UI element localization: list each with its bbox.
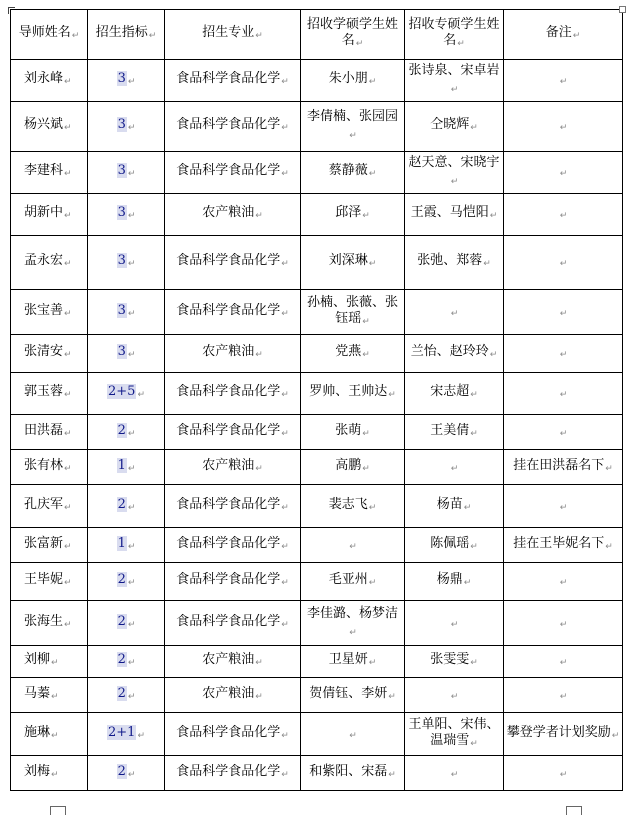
advisor-name-text: 胡新中 [24, 205, 64, 220]
academic-students-cell: 毛亚州↵ [301, 563, 405, 601]
advisor-name-text: 刘梅 [24, 763, 51, 779]
table-row [11, 335, 623, 373]
table-handle-top-left [8, 7, 15, 14]
major-cell: 食品科学食品化学↵ [165, 601, 301, 646]
advisor-name-text: 张清安 [24, 344, 64, 359]
advisor-name-text: 张富新 [24, 535, 64, 551]
advisor-name-text: 李建科 [24, 163, 64, 178]
note-cell: ↵ [504, 236, 623, 290]
professional-students-text: 杨鼎 [436, 572, 463, 587]
professional-students-cell: ↵ [405, 601, 504, 646]
major-text: 食品科学食品化学 [176, 763, 281, 779]
professional-students-cell: 王单阳、宋伟、温瑞雪↵ [405, 713, 504, 756]
table-row [11, 678, 623, 713]
professional-students-cell: 张弛、郑蓉↵ [405, 236, 504, 290]
quota-cell: 3 ↵ [88, 194, 165, 236]
quota-cell: 2 ↵ [88, 756, 165, 791]
quota-text: 3 [117, 205, 126, 220]
quota-cell: 3 ↵ [88, 236, 165, 290]
advisor-name-text: 田洪磊 [24, 422, 64, 438]
professional-students-text: 赵天意、宋晓宇 [408, 155, 500, 170]
professional-students-cell: 杨苗↵ [405, 485, 504, 528]
major-cell: 食品科学食品化学↵ [165, 528, 301, 563]
academic-students-text: 罗帅、王帅达 [309, 384, 388, 399]
academic-students-cell: 邱泽↵ [301, 194, 405, 236]
major-text: 食品科学食品化学 [176, 384, 281, 399]
major-text: 农产粮油 [202, 685, 255, 701]
quota-text: 1 [117, 457, 126, 473]
note-cell: ↵ [504, 335, 623, 373]
major-cell: 食品科学食品化学↵ [165, 756, 301, 791]
professional-students-cell: ↵ [405, 678, 504, 713]
quota-text: 2 [117, 572, 126, 587]
note-cell: ↵ [504, 563, 623, 601]
academic-students-text: 刘深琳 [328, 253, 368, 268]
major-cell: 食品科学食品化学↵ [165, 373, 301, 415]
major-cell: 食品科学食品化学↵ [165, 60, 301, 102]
professional-students-cell: 张诗泉、宋卓岩↵ [405, 60, 504, 102]
quota-text: 2+1 [108, 724, 136, 740]
advisor-name-cell: 张海生↵ [11, 601, 88, 646]
advisor-name-text: 孟永宏 [24, 253, 64, 268]
table-row [11, 415, 623, 450]
table-row [11, 713, 623, 756]
note-cell: 挂在王毕妮名下↵ [504, 528, 623, 563]
note-cell: ↵ [504, 646, 623, 678]
advisor-name-cell: 孔庆军↵ [11, 485, 88, 528]
advisor-name-cell: 张富新↵ [11, 528, 88, 563]
advisor-name-cell: 郭玉蓉↵ [11, 373, 88, 415]
academic-students-text: 党燕 [335, 344, 362, 359]
professional-students-cell: 王霞、马恺阳↵ [405, 194, 504, 236]
professional-students-cell: 陈佩瑶↵ [405, 528, 504, 563]
table-row [11, 601, 623, 646]
academic-students-cell: 蔡静薇↵ [301, 152, 405, 194]
advisor-name-text: 马蓁 [24, 685, 51, 701]
academic-students-cell: 高鹏↵ [301, 450, 405, 485]
academic-students-text: 高鹏 [335, 457, 362, 473]
note-text: 攀登学者计划奖励 [506, 724, 611, 740]
academic-students-text: 贺倩钰、李妍 [309, 685, 388, 701]
quota-cell: 2+1 ↵ [88, 713, 165, 756]
note-text: 挂在王毕妮名下 [513, 535, 605, 551]
professional-students-text: 仝晓辉 [430, 117, 470, 132]
professional-students-text: 王美倩 [430, 422, 470, 438]
advisor-name-text: 郭玉蓉 [24, 384, 64, 399]
academic-students-text: 张萌 [335, 422, 362, 438]
professional-students-text: 张雯雯 [430, 652, 470, 667]
header-notes: 备注↵ [504, 10, 623, 60]
professional-students-cell: 王美倩↵ [405, 415, 504, 450]
professional-students-text: 王霞、马恺阳 [410, 205, 489, 220]
professional-students-cell: 仝晓辉↵ [405, 102, 504, 152]
table-row [11, 485, 623, 528]
major-text: 农产粮油 [202, 652, 255, 667]
advisor-name-text: 王毕妮 [24, 572, 64, 587]
professional-students-cell: ↵ [405, 290, 504, 335]
header-advisor-name: 导师姓名↵ [11, 10, 88, 60]
note-cell: ↵ [504, 60, 623, 102]
major-cell: 食品科学食品化学↵ [165, 485, 301, 528]
advisor-name-cell: 刘梅↵ [11, 756, 88, 791]
major-cell: 食品科学食品化学↵ [165, 415, 301, 450]
major-cell: 食品科学食品化学↵ [165, 102, 301, 152]
professional-students-cell: 宋志超↵ [405, 373, 504, 415]
advisor-name-cell: 胡新中↵ [11, 194, 88, 236]
academic-students-cell: 刘深琳↵ [301, 236, 405, 290]
table-row [11, 152, 623, 194]
professional-students-cell: 杨鼎↵ [405, 563, 504, 601]
major-text: 食品科学食品化学 [176, 253, 281, 268]
quota-text: 2 [117, 652, 126, 667]
note-cell: 攀登学者计划奖励↵ [504, 713, 623, 756]
major-text: 食品科学食品化学 [176, 535, 281, 551]
quota-cell: 2 ↵ [88, 563, 165, 601]
major-cell: 食品科学食品化学↵ [165, 290, 301, 335]
professional-students-cell: 兰怡、赵玲玲↵ [405, 335, 504, 373]
note-cell: ↵ [504, 373, 623, 415]
academic-students-text: 卫星妍 [328, 652, 368, 667]
advisor-name-cell: 张有林↵ [11, 450, 88, 485]
major-cell: 农产粮油↵ [165, 646, 301, 678]
major-text: 食品科学食品化学 [176, 71, 281, 86]
header-academic-students: 招收学硕学生姓名↵ [301, 10, 405, 60]
table-row [11, 450, 623, 485]
academic-students-cell: 卫星妍↵ [301, 646, 405, 678]
advisor-name-cell: 张宝善↵ [11, 290, 88, 335]
academic-students-text: 邱泽 [335, 205, 362, 220]
advisor-name-cell: 张清安↵ [11, 335, 88, 373]
academic-students-text: 裴志飞 [328, 496, 368, 512]
professional-students-cell: ↵ [405, 756, 504, 791]
quota-cell: 2 ↵ [88, 415, 165, 450]
advisor-name-text: 刘永峰 [24, 71, 64, 86]
quota-cell: 2 ↵ [88, 601, 165, 646]
table-row [11, 102, 623, 152]
professional-students-text: 张弛、郑蓉 [417, 253, 483, 268]
major-text: 食品科学食品化学 [176, 422, 281, 438]
header-major: 招生专业↵ [165, 10, 301, 60]
major-text: 食品科学食品化学 [176, 613, 281, 629]
advisor-name-text: 张宝善 [24, 302, 64, 318]
academic-students-text: 李倩楠、张园园 [306, 109, 398, 124]
academic-students-cell: 贺倩钰、李妍↵ [301, 678, 405, 713]
academic-students-cell: ↵ [301, 713, 405, 756]
academic-students-cell: 罗帅、王帅达↵ [301, 373, 405, 415]
quota-text: 2 [117, 422, 126, 438]
table-move-handle[interactable] [619, 6, 626, 13]
header-row [11, 10, 623, 60]
quota-text: 3 [117, 117, 126, 132]
academic-students-text: 毛亚州 [328, 572, 368, 587]
advisor-name-text: 张有林 [24, 457, 64, 473]
academic-students-text: 朱小朋 [328, 71, 368, 86]
advisor-name-cell: 杨兴斌↵ [11, 102, 88, 152]
table-row [11, 373, 623, 415]
advisor-name-text: 刘柳 [24, 652, 51, 667]
major-text: 农产粮油 [202, 457, 255, 473]
advisor-name-text: 杨兴斌 [24, 117, 64, 132]
table-row [11, 236, 623, 290]
quota-text: 2 [117, 685, 126, 701]
major-text: 食品科学食品化学 [176, 724, 281, 740]
major-text: 食品科学食品化学 [176, 302, 281, 318]
header-quota: 招生指标↵ [88, 10, 165, 60]
academic-students-cell: 李倩楠、张园园↵ [301, 102, 405, 152]
professional-students-cell: 张雯雯↵ [405, 646, 504, 678]
major-cell: 农产粮油↵ [165, 335, 301, 373]
quota-cell: 1 ↵ [88, 528, 165, 563]
professional-students-cell: ↵ [405, 450, 504, 485]
academic-students-cell: 党燕↵ [301, 335, 405, 373]
advisor-name-cell: 刘永峰↵ [11, 60, 88, 102]
major-cell: 食品科学食品化学↵ [165, 563, 301, 601]
major-cell: 农产粮油↵ [165, 450, 301, 485]
quota-cell: 3 ↵ [88, 102, 165, 152]
note-cell: ↵ [504, 678, 623, 713]
advisor-name-cell: 田洪磊↵ [11, 415, 88, 450]
quota-cell: 3 ↵ [88, 335, 165, 373]
advisor-enrollment-table [10, 9, 623, 791]
note-cell: ↵ [504, 290, 623, 335]
advisor-name-cell: 李建科↵ [11, 152, 88, 194]
professional-students-text: 兰怡、赵玲玲 [410, 344, 489, 359]
academic-students-cell: ↵ [301, 528, 405, 563]
major-cell: 食品科学食品化学↵ [165, 236, 301, 290]
quota-cell: 1 ↵ [88, 450, 165, 485]
major-cell: 食品科学食品化学↵ [165, 152, 301, 194]
major-text: 食品科学食品化学 [176, 163, 281, 178]
quota-cell: 3 ↵ [88, 152, 165, 194]
quota-cell: 2 ↵ [88, 485, 165, 528]
quota-text: 3 [117, 71, 126, 86]
professional-students-cell: 赵天意、宋晓宇↵ [405, 152, 504, 194]
quota-text: 3 [117, 253, 126, 268]
note-cell: ↵ [504, 485, 623, 528]
advisor-name-cell: 马蓁↵ [11, 678, 88, 713]
advisor-name-text: 孔庆军 [24, 496, 64, 512]
note-cell: ↵ [504, 152, 623, 194]
note-cell: ↵ [504, 102, 623, 152]
note-cell: 挂在田洪磊名下↵ [504, 450, 623, 485]
academic-students-text: 蔡静薇 [328, 163, 368, 178]
academic-students-cell: 张萌↵ [301, 415, 405, 450]
academic-students-cell: 裴志飞↵ [301, 485, 405, 528]
academic-students-cell: 和紫阳、宋磊↵ [301, 756, 405, 791]
major-cell: 农产粮油↵ [165, 678, 301, 713]
advisor-name-text: 张海生 [24, 613, 64, 629]
advisor-name-cell: 刘柳↵ [11, 646, 88, 678]
major-text: 食品科学食品化学 [176, 117, 281, 132]
note-cell: ↵ [504, 756, 623, 791]
quota-text: 2+5 [108, 384, 136, 399]
quota-cell: 2+5 ↵ [88, 373, 165, 415]
note-cell: ↵ [504, 415, 623, 450]
quota-text: 2 [117, 763, 126, 779]
advisor-name-cell: 王毕妮↵ [11, 563, 88, 601]
note-text: 挂在田洪磊名下 [513, 457, 605, 473]
professional-students-text: 王单阳、宋伟、温瑞雪 [408, 716, 500, 748]
professional-students-text: 杨苗 [436, 496, 463, 512]
note-cell: ↵ [504, 194, 623, 236]
major-cell: 农产粮油↵ [165, 194, 301, 236]
quota-text: 3 [117, 163, 126, 178]
quota-cell: 3 ↵ [88, 290, 165, 335]
quota-cell: 2 ↵ [88, 646, 165, 678]
table-row [11, 563, 623, 601]
advisor-name-cell: 施琳↵ [11, 713, 88, 756]
professional-students-text: 宋志超 [430, 384, 470, 399]
academic-students-cell: 李佳潞、杨梦洁↵ [301, 601, 405, 646]
academic-students-cell: 孙楠、张薇、张钰瑶↵ [301, 290, 405, 335]
table-row [11, 756, 623, 791]
academic-students-text: 李佳潞、杨梦洁 [306, 605, 398, 621]
major-text: 农产粮油 [202, 344, 255, 359]
quota-text: 2 [117, 613, 126, 629]
major-text: 食品科学食品化学 [176, 572, 281, 587]
quota-text: 3 [117, 344, 126, 359]
quota-cell: 2 ↵ [88, 678, 165, 713]
quota-text: 1 [117, 535, 126, 551]
quota-text: 2 [117, 496, 126, 512]
advisor-name-text: 施琳 [24, 724, 51, 740]
advisor-name-cell: 孟永宏↵ [11, 236, 88, 290]
major-text: 食品科学食品化学 [176, 496, 281, 512]
professional-students-text: 陈佩瑶 [430, 535, 470, 551]
academic-students-text: 和紫阳、宋磊 [309, 763, 388, 779]
quota-cell: 3 ↵ [88, 60, 165, 102]
major-text: 农产粮油 [202, 205, 255, 220]
note-cell: ↵ [504, 601, 623, 646]
academic-students-text: 孙楠、张薇、张钰瑶 [306, 294, 398, 326]
quota-text: 3 [117, 302, 126, 318]
academic-students-cell: 朱小朋↵ [301, 60, 405, 102]
professional-students-text: 张诗泉、宋卓岩 [408, 63, 500, 78]
table-row [11, 60, 623, 102]
table-row [11, 646, 623, 678]
table-row [11, 290, 623, 335]
header-professional-students: 招收专硕学生姓名↵ [405, 10, 504, 60]
table-row [11, 194, 623, 236]
table-row [11, 528, 623, 563]
major-cell: 食品科学食品化学↵ [165, 713, 301, 756]
